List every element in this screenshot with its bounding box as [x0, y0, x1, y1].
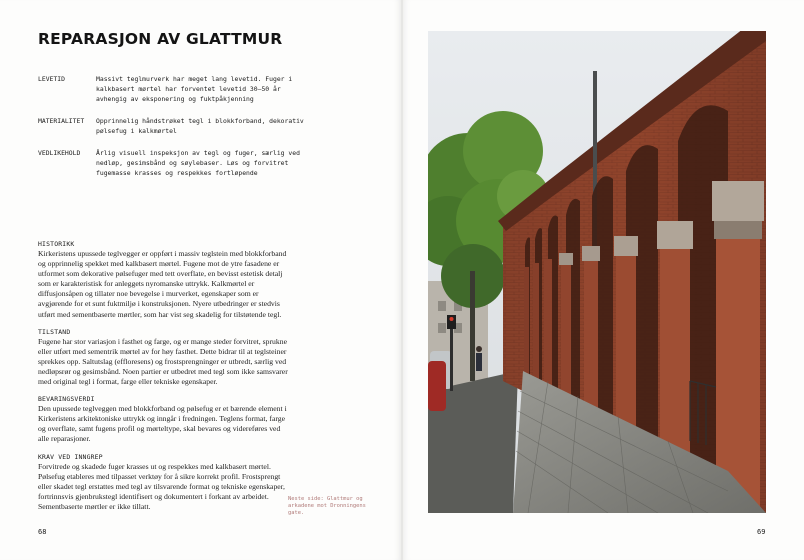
fact-row [38, 116, 383, 136]
traffic-light-pole [450, 321, 453, 391]
section-body: Den upussede teglveggen med blokkforband og pølsefug er et bærende element i Kirkeristens arkitektoniske uttrykk og inngår i fredningen. Teglens format, farge og overflate, samt fugens profil og mørteltype, skal bevares og videreføres ved alle reparasjoner. [38, 404, 287, 444]
fact-key: MATERIALITET [38, 117, 85, 125]
fact-table [38, 74, 383, 190]
fact-value: Opprinnelig håndstrøket tegl i blokkforband, dekorativ pølsefug i kalkmørtel [96, 117, 304, 135]
left-page [0, 0, 401, 560]
section-body: Kirkeristens upussede teglvegger er oppført i massiv teglstein med blokkforband og opprinnelig spekket med kalkbasert mørtel. Fugene mot de ytre fasadene er utformet som dekorative pølsefuger med tett overflate, en bevisst estetisk detalj som er karakteristisk for anleggets nyromanske uttrykk. Kalkmørtel er diffusjonsåpen og tillater noe bevegelse i murverket, egenskaper som er avgjørende for et sunt fuktmiljø i konstruksjonen. Nyere utbedringer er stedvis utført med sementbaserte mørtler, som har vist seg skadelig for tilstøtende tegl. [38, 249, 287, 319]
section-tilstand [38, 328, 288, 387]
section-historikk [38, 240, 288, 320]
fact-value: Massivt teglmurverk har meget lang levetid. Fuger i kalkbasert mørtel har forventet levetid 30–50 år avhengig av eksponering og fuktpåkjenning [96, 75, 293, 103]
fact-value: Årlig visuell inspeksjon av tegl og fuger, særlig ved nedløp, gesimsbånd og søylebaser. Løs og forvitret fugemasse krasses og respekkes fortløpende [96, 149, 300, 177]
section-heading: KRAV VED INNGREP [38, 452, 103, 461]
photo-caption: Neste side: Glattmur og arkadene mot Dronningens gate. [288, 496, 366, 516]
fact-key: VEDLIKEHOLD [38, 149, 81, 157]
pedestrian [476, 353, 482, 371]
brick-arcade-photo [428, 31, 766, 513]
section-heading: BEVARINGSVERDI [38, 395, 95, 404]
page-title: REPARASJON AV GLATTMUR [38, 30, 283, 48]
body-sections [38, 240, 288, 520]
section-body: Fugene har stor variasjon i fasthet og farge, og er mange steder forvitret, sprukne eller utført med sementrik mørtel av for høy fasthet. Dette bidrar til at teglsteiner sprekkes opp. Saltutslag (effloresens) og frostsprengninger er utbredt, særlig ved nedløpsrør og gesimsbånd. Noen partier er utbedret med tegl som ikke samsvarer med original tegl i format, farge eller tekniske egenskaper. [38, 336, 288, 387]
section-heading: TILSTAND [38, 327, 71, 336]
fact-key: LEVETID [38, 75, 65, 83]
section-heading: HISTORIKK [38, 240, 75, 248]
fact-row [38, 74, 383, 104]
section-krav-ved-inngrep [38, 453, 288, 512]
fact-row [38, 148, 383, 178]
section-body: Forvitrede og skadede fuger krasses ut og respekkes med kalkbasert mørtel. Pølsefug etableres med tilpasset verktøy for å sikre korrekt profil. Frostsprengt eller skadet tegl erstattes med tegl av tilsvarende format og tekniske egenskaper, fortrinnsvis gjenbrukstegl identifisert og dokumentert i forkant av arbeidet. Sementbaserte mørtler er ikke tillatt. [38, 461, 285, 511]
section-bevaringsverdi [38, 395, 288, 444]
page-number-right: 69 [757, 528, 766, 536]
page-number-left: 68 [38, 528, 47, 536]
